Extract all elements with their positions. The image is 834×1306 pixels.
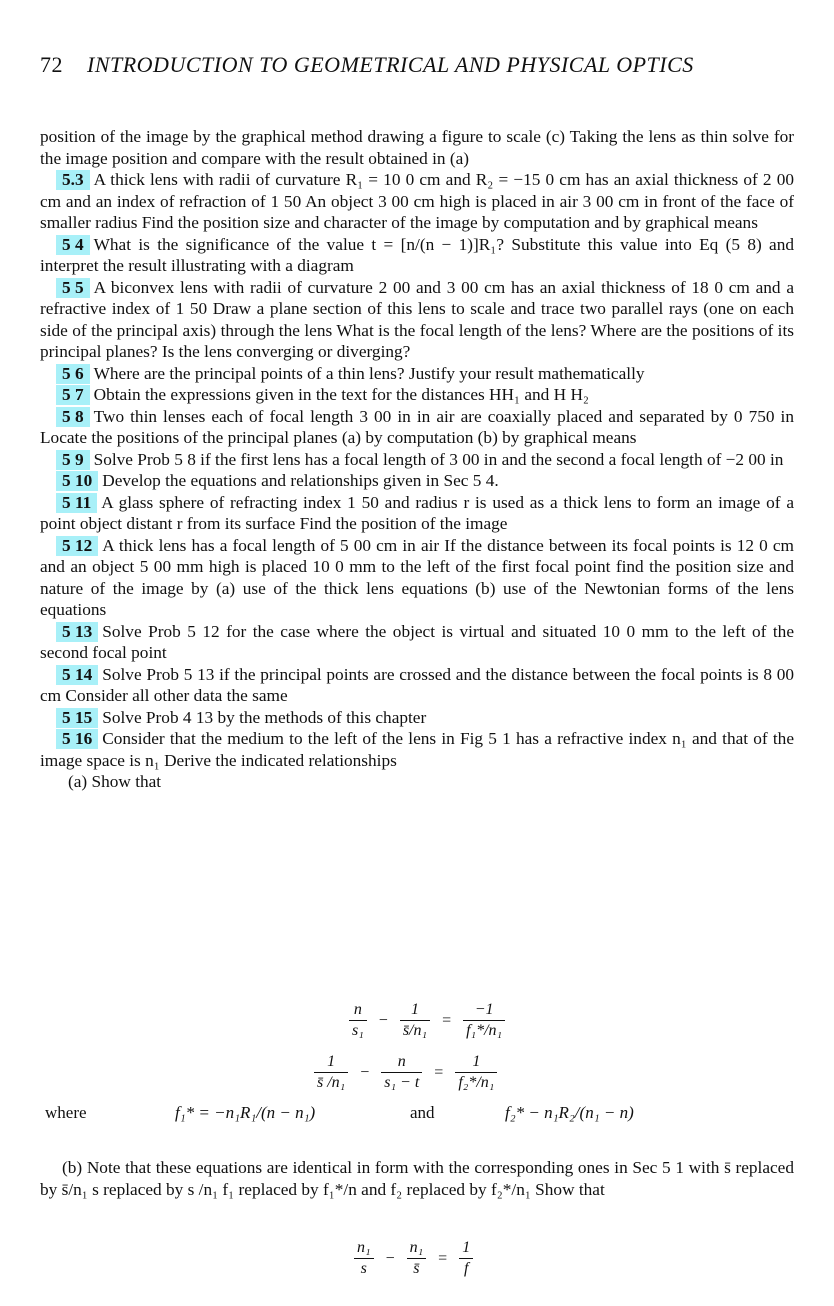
denominator: s̄ /n₁: [317, 1074, 346, 1091]
problem-text: A glass sphere of refracting index 1 50 and radius r is used as a thick lens to form an image of a point object distant r from its surface Find the position of the image: [40, 492, 794, 533]
fraction: [381, 1052, 422, 1093]
problem-text: A thick lens with radii of curvature R₁ = 10 0 cm and R₂ = −15 0 cm has an axial thickness of 2 00 cm and an index of refraction of 1 50 An object 3 00 cm high is placed in air 3 00 cm in front of the face of smaller radius Find the position size and character of the image by computation and by graphical means: [40, 170, 794, 232]
numerator: n: [349, 1000, 367, 1021]
f1-definition: f₁* = −n₁R₁/(n − n₁): [175, 1103, 316, 1122]
part-a-label: (a) Show that: [68, 772, 162, 791]
problem-number: 5 6: [56, 364, 90, 384]
equation-1: [345, 1000, 509, 1041]
page-number: 72: [40, 52, 63, 77]
problem-number: 5 11: [56, 493, 97, 513]
problem-item: [40, 621, 794, 664]
f2-definition: f₂* − n₁R₂/(n₁ − n): [505, 1103, 634, 1122]
operator: =: [438, 1249, 448, 1267]
problem-text: Where are the principal points of a thin lens? Justify your result mathematically: [93, 363, 645, 383]
denominator: f₂*/n₁: [458, 1074, 495, 1091]
problem-item: [40, 492, 794, 535]
problem-text: A thick lens has a focal length of 5 00 cm in air If the distance between its focal points is 12 0 cm and an object 5 00 mm high is placed 10 0 mm to the left of the first focal point find the position size and nature of the image by (a) use of the thick lens equations (b) use of the Newtonian forms of the lens equations: [40, 535, 794, 619]
denominator: s₁: [352, 1022, 364, 1039]
part-b-text: [40, 1157, 794, 1200]
problem-text: Solve Prob 5 8 if the first lens has a focal length of 3 00 in and the second a focal length of −2 00 in: [93, 449, 784, 469]
numerator: 1: [400, 1000, 430, 1021]
operator: −: [385, 1249, 395, 1267]
problem-item: [40, 728, 794, 771]
problem-item: [40, 406, 794, 449]
denominator: f: [463, 1260, 469, 1277]
problem-item: [40, 384, 794, 406]
problem-number: 5 14: [56, 665, 98, 685]
numerator: n₁: [354, 1238, 374, 1259]
problem-text: A biconvex lens with radii of curvature 2 00 and 3 00 cm has an axial thickness of 18 0 cm and a refractive index of 1 50 Draw a plane section of this lens to scale and trace two parallel rays (one on each side of the principal axis) through the lens What is the focal length of the lens? Where are the positions of its principal planes? Is the lens converging or diverging?: [40, 277, 794, 361]
fraction: [463, 1000, 505, 1041]
problem-text: Two thin lenses each of focal length 3 00 in in air are coaxially placed and separated by 0 750 in Locate the positions of the principal planes (a) by computation (b) by graphical means: [40, 406, 794, 447]
fraction: [459, 1238, 473, 1279]
denominator: s₁ − t: [384, 1074, 420, 1091]
problem-text: Develop the equations and relationships given in Sec 5 4.: [102, 471, 499, 490]
denominator: f₁*/n₁: [466, 1022, 503, 1039]
problem-item: [40, 707, 794, 729]
problem-number: 5 5: [56, 278, 90, 298]
problem-number: 5 8: [56, 407, 90, 427]
problem-item: [40, 363, 794, 385]
running-header: [40, 52, 694, 78]
numerator: n: [381, 1052, 422, 1073]
problem-text: Obtain the expressions given in the text for the distances HH₁ and H H₂: [93, 385, 589, 404]
operator: =: [442, 1011, 452, 1029]
problem-item: [40, 535, 794, 621]
intro-paragraph: position of the image by the graphical method drawing a figure to scale (c) Taking the lens as thin solve for the image position and compare with the result obtained in (a): [40, 127, 794, 168]
operator: −: [360, 1063, 370, 1081]
fraction: [314, 1052, 348, 1093]
problem-item: [40, 169, 794, 234]
denominator: s: [360, 1260, 367, 1277]
equation-2: [310, 1052, 501, 1093]
problem-number: 5 15: [56, 708, 98, 728]
problem-text: Consider that the medium to the left of the lens in Fig 5 1 has a refractive index n₁ and that of the image space is n₁ Derive the indicated relationships: [40, 729, 794, 770]
denominator: s̄/n₁: [402, 1022, 428, 1039]
numerator: n₁: [407, 1238, 427, 1259]
fraction: [354, 1238, 374, 1279]
fraction: [455, 1052, 497, 1093]
fraction: [349, 1000, 367, 1041]
problem-item: [40, 470, 794, 492]
problem-number: 5 12: [56, 536, 98, 556]
operator: =: [434, 1063, 444, 1081]
problem-number: 5 7: [56, 385, 90, 405]
problem-text: Solve Prob 5 13 if the principal points are crossed and the distance between the focal points is 8 00 cm Consider all other data the same: [40, 664, 794, 705]
problem-text: What is the significance of the value t = [n/(n − 1)]R₁? Substitute this value into Eq (5 8) and interpret the result illustrating with a diagram: [40, 234, 794, 275]
fraction: [400, 1000, 430, 1041]
fraction: [407, 1238, 427, 1279]
problem-item: [40, 449, 794, 471]
numerator: −1: [463, 1000, 505, 1021]
operator: −: [378, 1011, 388, 1029]
problem-number: 5 9: [56, 450, 90, 470]
problem-text: Solve Prob 5 12 for the case where the object is virtual and situated 10 0 mm to the left of the second focal point: [40, 621, 794, 662]
problem-number: 5 4: [56, 235, 90, 255]
problem-number: 5 10: [56, 471, 98, 491]
problem-item: [40, 664, 794, 707]
numerator: 1: [455, 1052, 497, 1073]
running-title: INTRODUCTION TO GEOMETRICAL AND PHYSICAL OPTICS: [87, 52, 694, 77]
problem-item: [40, 234, 794, 277]
problem-number: 5.3: [56, 170, 90, 190]
body-text: [40, 126, 794, 793]
problem-number: 5 13: [56, 622, 98, 642]
where-label: where: [45, 1103, 87, 1122]
problem-list: [40, 169, 794, 771]
and-label: and: [410, 1103, 435, 1122]
problem-item: [40, 277, 794, 363]
numerator: 1: [314, 1052, 348, 1073]
numerator: 1: [459, 1238, 473, 1259]
part-b-paragraph: (b) Note that these equations are identical in form with the corresponding ones in Sec 5 1 with s̄ replaced by s̄/n₁ s replaced by s /n₁ f₁ replaced by f₁*/n and f₂ replaced by f₂*/n₁ Show that: [40, 1158, 794, 1199]
problem-number: 5 16: [56, 729, 98, 749]
equation-3: [350, 1238, 477, 1279]
denominator: s̄: [413, 1260, 420, 1277]
problem-text: Solve Prob 4 13 by the methods of this chapter: [102, 707, 427, 727]
